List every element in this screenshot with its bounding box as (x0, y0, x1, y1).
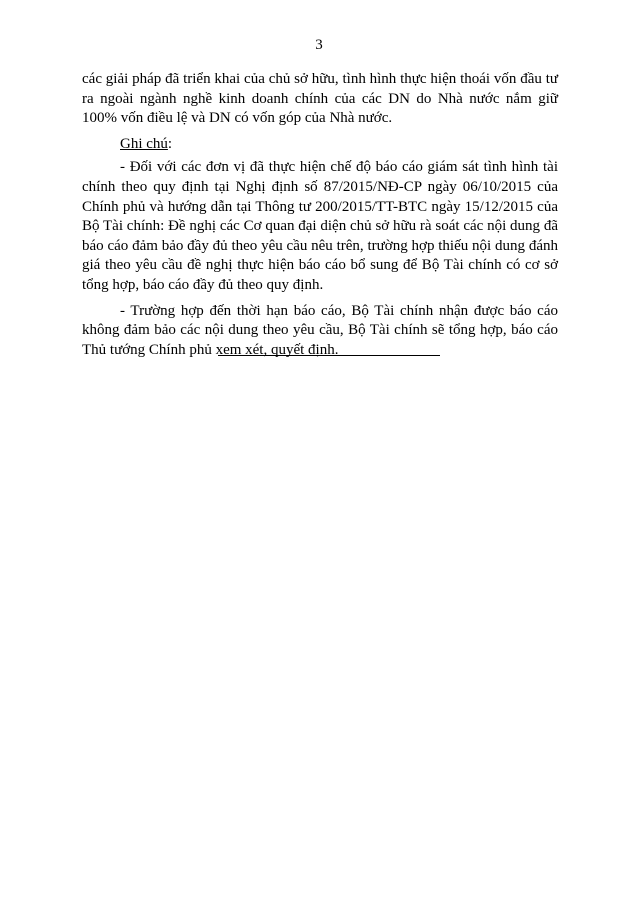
paragraph-note-1: - Đối với các đơn vị đã thực hiện chế độ báo cáo giám sát tình hình tài chính theo quy định tại Nghị định số 87/2015/NĐ-CP ngày 06/10/2015 của Chính phủ và hướng dẫn tại Thông tư 200/2015/TT-BTC ngày 15/12/2015 của Bộ Tài chính: Đề nghị các Cơ quan đại diện chủ sở hữu rà soát các nội dung đã báo cáo đảm bảo đầy đủ theo yêu cầu nêu trên, trường hợp thiếu nội dung đánh giá theo yêu cầu đề nghị thực hiện báo cáo bổ sung để Bộ Tài chính có cơ sở tổng hợp, báo cáo đầy đủ theo quy định. (82, 159, 558, 293)
page-number: 3 (315, 37, 323, 53)
note-colon: : (167, 135, 173, 152)
document-body (82, 70, 558, 366)
note-label: Ghi chú (120, 135, 168, 152)
end-divider-line (218, 355, 440, 356)
paragraph-solutions: các giải pháp đã triển khai của chủ sở hữu, tình hình thực hiện thoái vốn đầu tư ra ngoài ngành nghề kinh doanh chính của các DN do Nhà nước nắm giữ 100% vốn điều lệ và DN có vốn góp của Nhà nước. (82, 71, 558, 127)
note-heading (82, 135, 558, 155)
paragraph-note-2: - Trường hợp đến thời hạn báo cáo, Bộ Tài chính nhận được báo cáo không đảm bảo các nội dung theo yêu cầu, Bộ Tài chính sẽ tổng hợp, báo cáo Thủ tướng Chính phủ xem xét, quyết định. (82, 302, 558, 358)
